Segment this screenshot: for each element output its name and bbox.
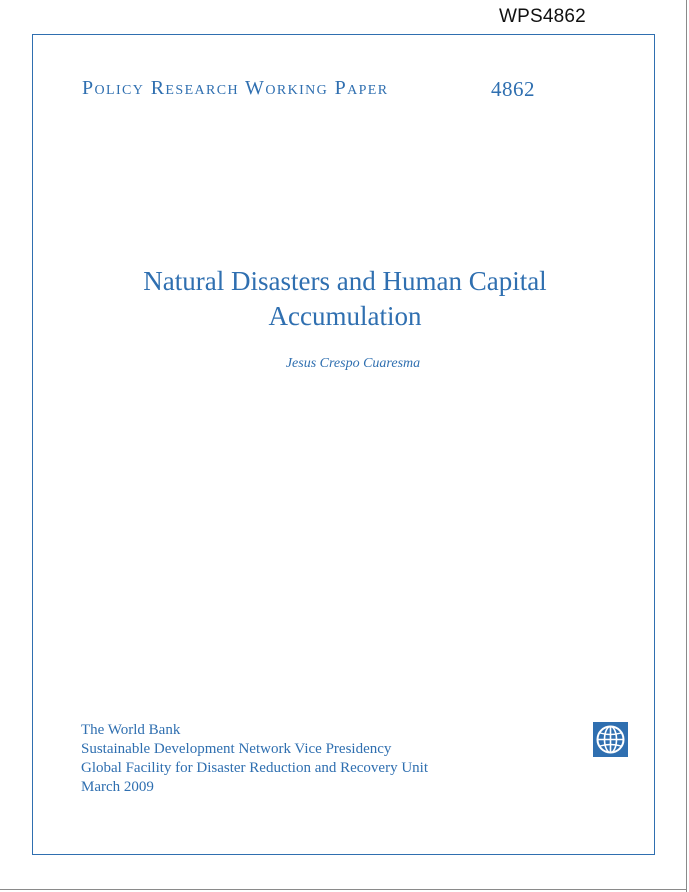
publisher-unit: Global Facility for Disaster Reduction and Recovery Unit [81,760,428,776]
paper-number: 4862 [491,77,535,101]
page-edge-right [686,0,687,892]
paper-title [90,264,600,334]
globe-icon-graphic [593,722,628,757]
publisher-block [81,721,428,797]
page-edge-bottom [0,889,687,890]
author-name: Jesus Crespo Cuaresma [285,356,421,371]
world-bank-globe-icon [593,722,628,757]
paper-title-line-2: Accumulation [268,301,422,331]
publisher-org: The World Bank [81,722,181,738]
paper-title-line-1: Natural Disasters and Human Capital [143,266,547,296]
document-id: WPS4862 [499,6,586,27]
series-title: Policy Research Working Paper [82,77,389,99]
publisher-network: Sustainable Development Network Vice Presidency [81,741,392,757]
publication-date: March 2009 [81,779,154,795]
